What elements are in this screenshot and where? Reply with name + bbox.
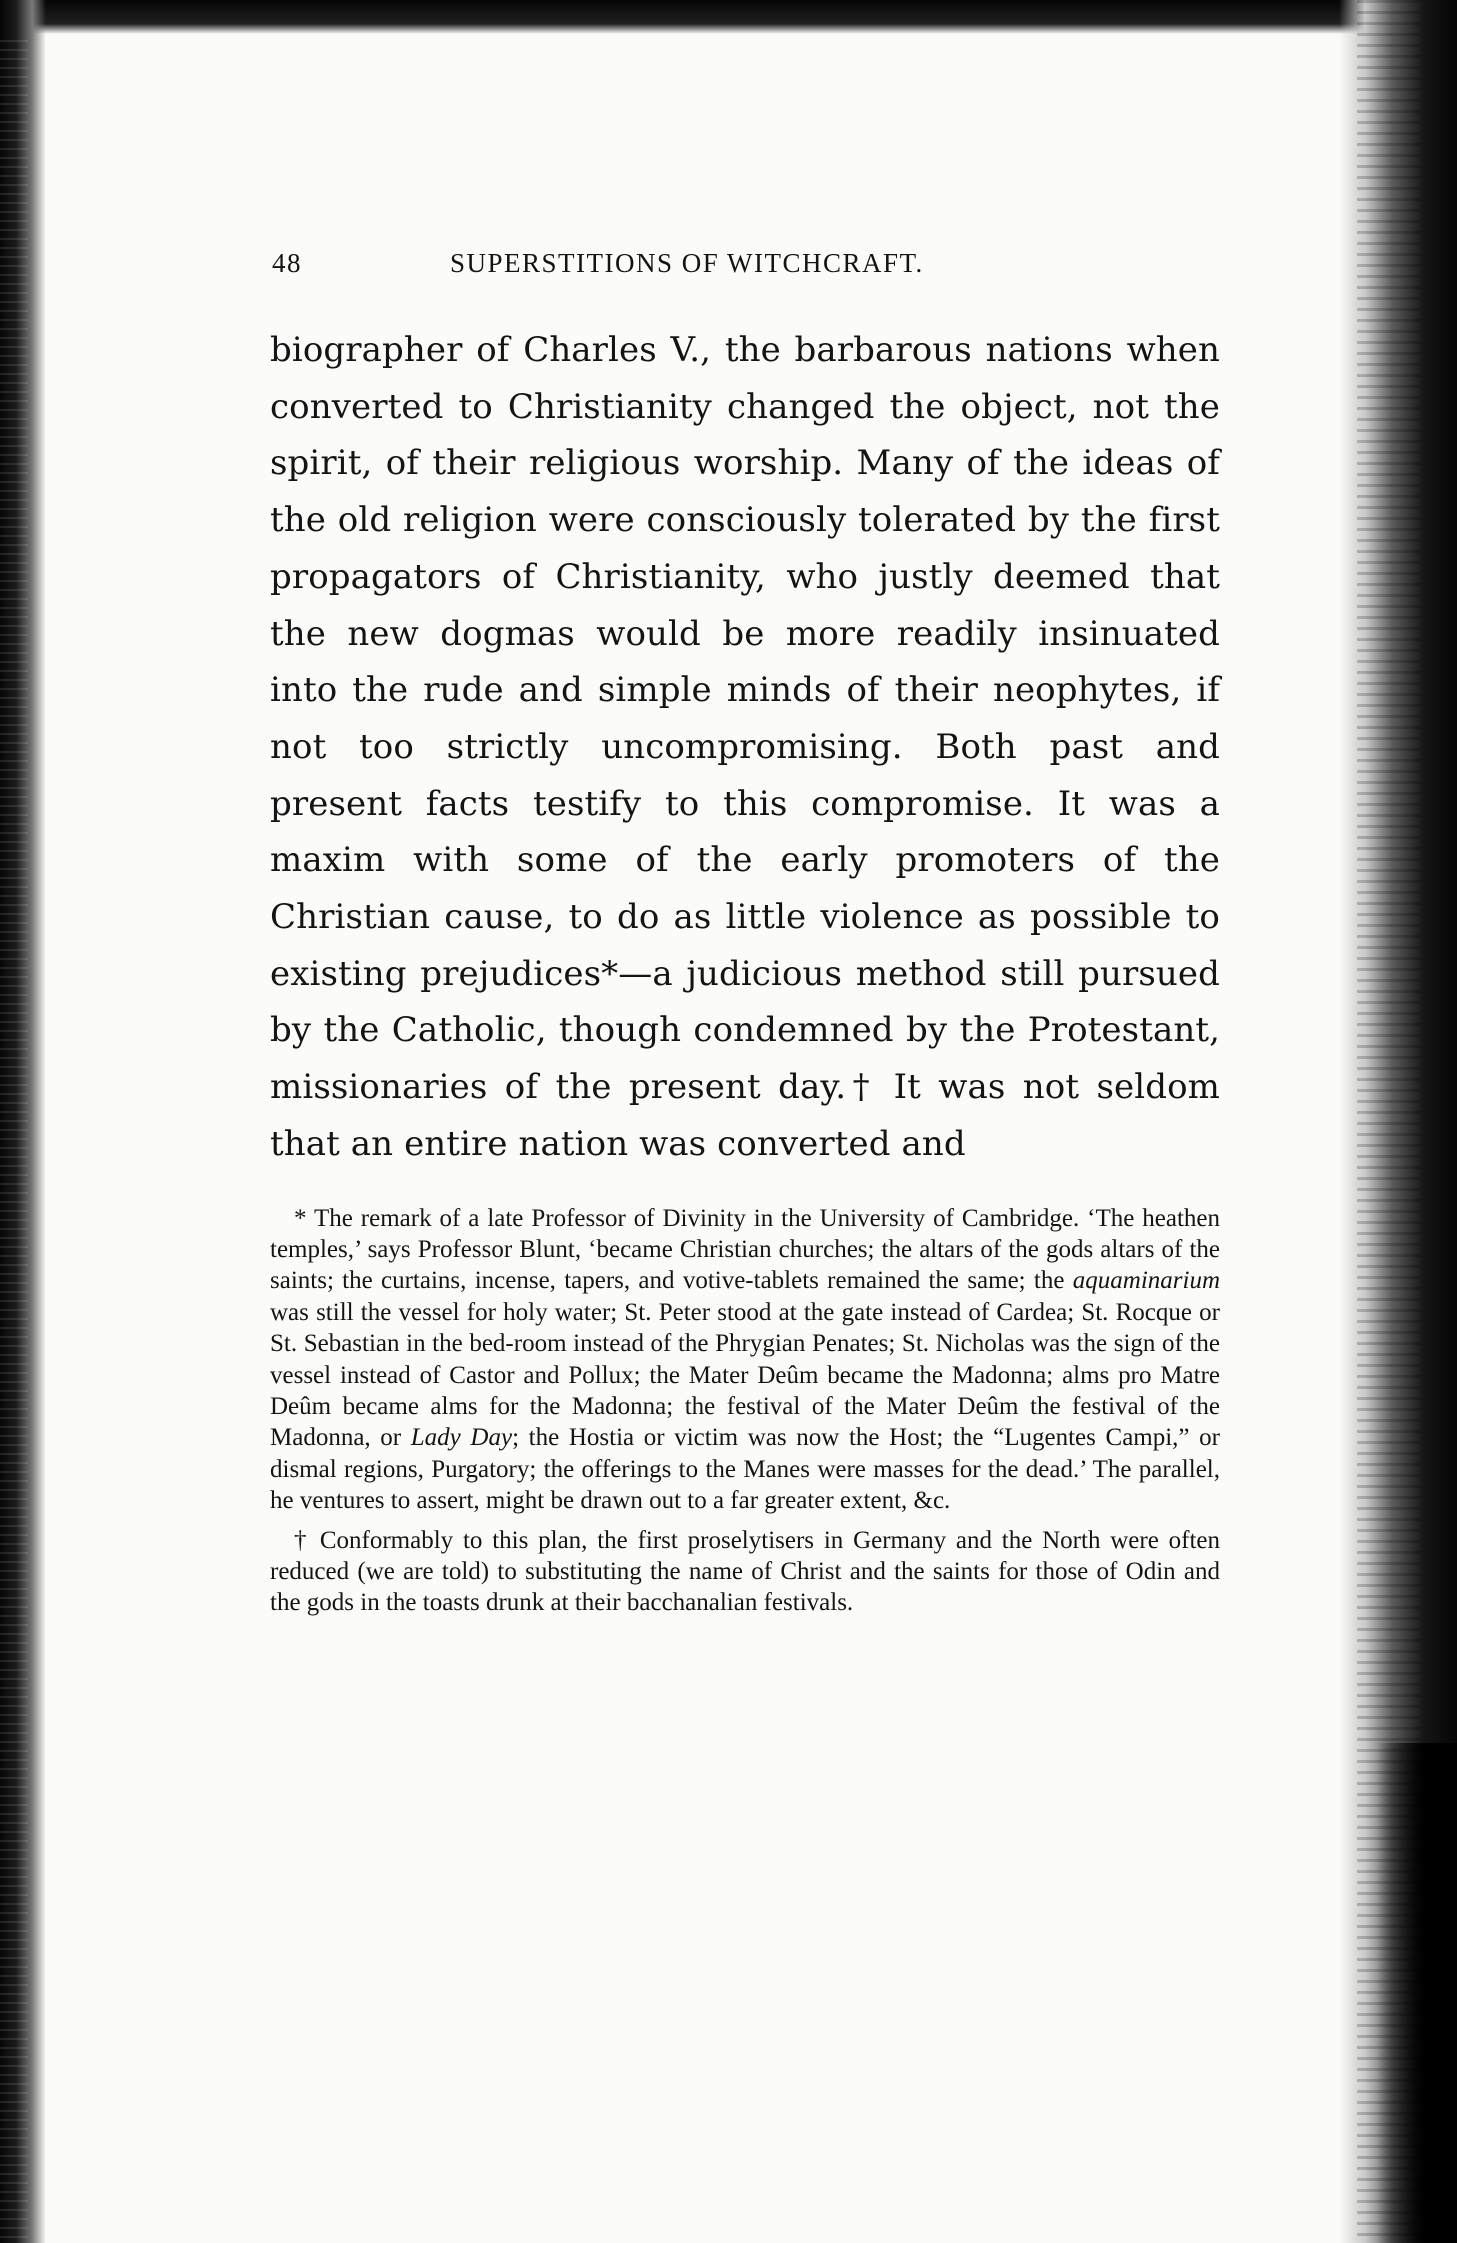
body-paragraph: biographer of Charles V., the barbarous nations when converted to Christianity changed the object, not the spirit, of their religious worship. Many of the ideas of the old religion were consciously tolerated by the first propagators of Christianity, who justly deemed that the new dogmas would be more readily insinuated into the rude and simple minds of their neophytes, if not too strictly uncompromising. Both past and present facts testify to this compromise. It was a maxim with some of the early promoters of the Christian cause, to do as little violence as possible to existing prejudices*—a judicious method still pursued by the Catholic, though condemned by the Protestant, missionaries of the present day.† It was not seldom that an entire nation was converted and (270, 330, 1220, 1164)
footnote-1-text-c: ; the Hostia or victim was now the Host; the “Lugentes Campi,” or dismal regions, Purgatory; the offerings to the Manes were masses for the dead.’ The parallel, he ventures to assert, might be drawn out to a far greater extent, &c. (270, 1424, 1220, 1515)
scan-left-binding (0, 40, 28, 2243)
running-head (270, 230, 1220, 290)
footnotes (270, 1203, 1220, 1619)
body-text (270, 322, 1220, 1173)
footnote-1-italic-b: Lady Day (410, 1424, 513, 1452)
page-content (270, 230, 1220, 1627)
footnote-1-text-a: * The remark of a late Professor of Divinity in the University of Cambridge. ‘The heathen temples,’ says Professor Blunt, ‘became Christian churches; the altars of the gods altars of the saints; the curtains, incense, tapers, and votive-tablets remained the same; the (270, 1204, 1220, 1295)
footnote-1 (270, 1203, 1220, 1517)
footnote-1-italic-a: aquaminarium (1072, 1267, 1220, 1295)
footnote-2: † Conformably to this plan, the first proselytisers in Germany and the North were often reduced (we are told) to substituting the name of Christ and the saints for those of Odin and the gods in the toasts drunk at their bacchanalian festivals. (270, 1526, 1220, 1617)
scan-bottom-shadow (1377, 1743, 1457, 2243)
page-number: 48 (272, 248, 302, 278)
running-title: SUPERSTITIONS OF WITCHCRAFT. (450, 248, 924, 278)
footnote-1-text-b: was still the vessel for holy water; St. Peter stood at the gate instead of Cardea; St. Rocque or St. Sebastian in the bed-room instead of the Phrygian Penates; St. Nicholas was the sign of the vessel instead of Castor and Pollux; the Mater Deûm became the Madonna; alms pro Matre Deûm became alms for the Madonna; the festival of the Mater Deûm the festival of the Madonna, or (270, 1298, 1220, 1452)
scan-top-edge (0, 0, 1457, 34)
